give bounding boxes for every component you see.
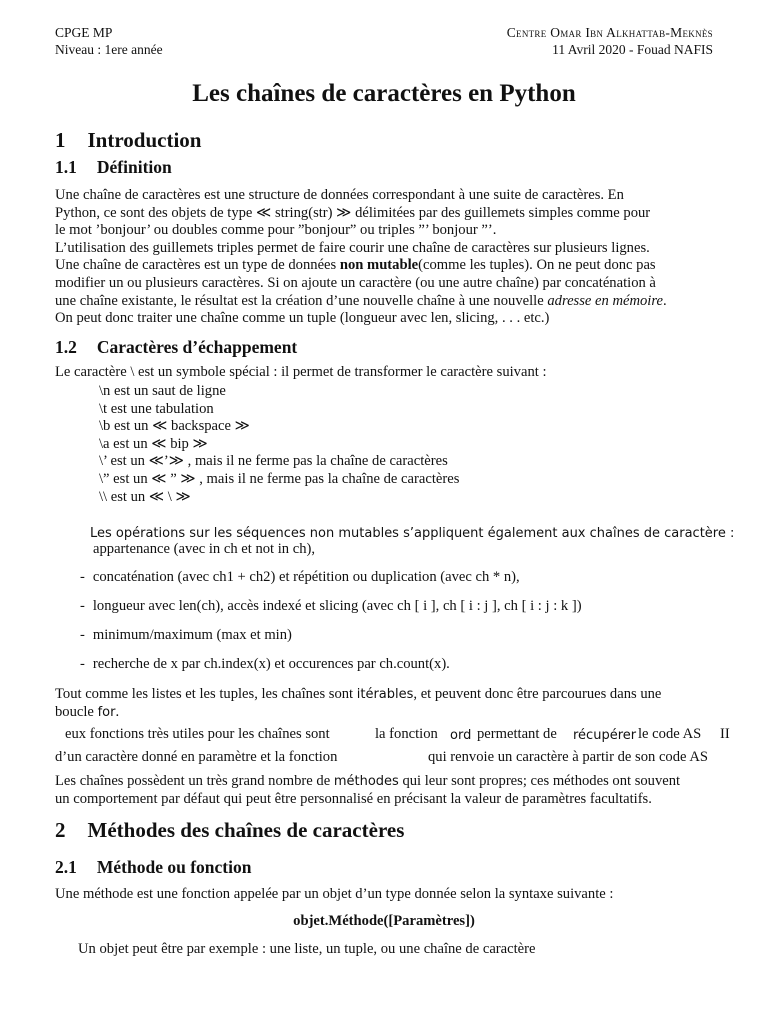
paragraph-line <box>55 293 667 311</box>
paragraph-line <box>55 773 680 791</box>
paragraph-line <box>55 257 667 275</box>
method-intro: Une méthode est une fonction appelée par un objet d’un type donnée selon la syntaxe suivante : <box>55 886 614 902</box>
section-heading <box>55 128 201 153</box>
ord-text-b: la fonction <box>375 726 438 742</box>
header-date-author: 11 Avril 2020 - Fouad NAFIS <box>552 42 713 57</box>
subsection-heading <box>55 857 251 878</box>
text-span: qui leur sont propres; ces méthodes ont souvent <box>398 773 681 789</box>
ord-text-c: permettant de <box>477 726 557 742</box>
paragraph-line: modifier un ou plusieurs caractères. Si on ajoute un caractère (ou une autre chaîne) par concaténation à <box>55 274 656 291</box>
list-item-text: longueur avec len(ch), accès indexé et slicing (avec ch [ i ], ch [ i : j ], ch [ i : j : k ]) <box>92 598 582 614</box>
text-span: (comme les tuples). On ne peut donc pas <box>418 257 656 274</box>
section-title: Introduction <box>87 128 202 152</box>
ord-text-a: eux fonctions très utiles pour les chaînes sont <box>65 726 330 742</box>
method-example: Un objet peut être par exemple : une liste, un tuple, ou une chaîne de caractère <box>78 941 536 957</box>
ord-text-e: le code AS <box>638 726 702 742</box>
paragraph-line: Python, ce sont des objets de type ≪ string(str) ≫ délimitées par des guillemets simples comme pour <box>55 204 651 221</box>
list-item-text: minimum/maximum (max et min) <box>92 627 292 643</box>
escape-list <box>99 383 459 506</box>
emphasis-address: adresse en mémoire <box>547 292 663 309</box>
keyword-iterables: itérables <box>356 687 414 702</box>
text-span: , et peuvent donc être parcourues dans une <box>413 686 662 702</box>
list-item <box>80 656 450 674</box>
ord-line2-a: d’un caractère donné en paramètre et la fonction <box>55 749 338 765</box>
list-item <box>80 569 520 587</box>
paragraph-line <box>55 704 661 722</box>
text-span: . <box>662 292 667 309</box>
escape-item: \\ est un ≪ \ ≫ <box>99 488 191 505</box>
document-title: Les chaînes de caractères en Python <box>192 80 576 107</box>
subsection-title: Caractères d’échappement <box>96 337 298 357</box>
escape-intro: Le caractère \ est un symbole spécial : il permet de transformer le caractère suivant : <box>55 364 547 380</box>
subsection-title: Méthode ou fonction <box>96 857 252 877</box>
bullet-dash: - <box>80 656 85 672</box>
ord-line2-b: qui renvoie un caractère à partir de son code AS <box>428 749 709 765</box>
section-number: 1 <box>55 128 66 152</box>
keyword-ord: ord <box>450 728 472 743</box>
list-item-text: recherche de x par ch.index(x) et occurences par ch.count(x). <box>92 656 450 672</box>
keyword-for: for <box>97 704 116 720</box>
escape-item: \a est un ≪ bip ≫ <box>99 435 208 452</box>
header-course: CPGE MP <box>55 25 113 40</box>
bullet-dash: - <box>80 627 85 643</box>
ord-text-f: II <box>720 726 730 742</box>
paragraph-line: L’utilisation des guillemets triples permet de faire courir une chaîne de caractères sur plusieurs lignes. <box>55 239 650 256</box>
escape-item: \” est un ≪ ” ≫ , mais il ne ferme pas la chaîne de caractères <box>99 470 460 487</box>
text-span: boucle <box>55 703 98 720</box>
list-item <box>80 627 292 645</box>
ord-text-d: récupérer <box>573 728 637 743</box>
section-title: Méthodes des chaînes de caractères <box>87 818 405 842</box>
definition-paragraph <box>55 187 667 328</box>
escape-item: \’ est un ≪’≫ , mais il ne ferme pas la chaîne de caractères <box>99 453 448 470</box>
text-span: Tout comme les listes et les tuples, les chaînes sont <box>55 686 357 702</box>
subsection-title: Définition <box>96 157 172 177</box>
header-school: Centre Omar Ibn Alkhattab-Meknès <box>506 25 713 40</box>
escape-item: \n est un saut de ligne <box>99 383 226 399</box>
operations-first: appartenance (avec in ch et not in ch), <box>93 541 316 557</box>
subsection-heading <box>55 337 297 358</box>
section-heading <box>55 818 404 843</box>
method-syntax: objet.Méthode([Paramètres]) <box>293 913 475 929</box>
section-number: 2 <box>55 818 66 842</box>
escape-item: \t est une tabulation <box>99 400 214 417</box>
subsection-heading <box>55 157 172 178</box>
bullet-dash: - <box>80 598 85 614</box>
paragraph-line: Une chaîne de caractères est une structure de données correspondant à une suite de caractères. En <box>55 187 624 203</box>
subsection-number: 2.1 <box>55 857 77 877</box>
subsection-number: 1.2 <box>55 337 77 357</box>
subsection-number: 1.1 <box>55 157 77 177</box>
text-span: . <box>115 703 120 720</box>
iterables-paragraph <box>55 686 661 721</box>
emphasis-non-mutable: non mutable <box>339 257 419 274</box>
bullet-dash: - <box>80 569 85 585</box>
header-level: Niveau : 1ere année <box>55 42 163 57</box>
list-item-text: concaténation (avec ch1 + ch2) et répétition ou duplication (avec ch * n), <box>92 569 520 585</box>
text-span: Une chaîne de caractères est un type de données <box>55 257 340 274</box>
list-item <box>80 598 582 616</box>
text-span: Les chaînes possèdent un très grand nombre de <box>55 773 334 789</box>
escape-item: \b est un ≪ backspace ≫ <box>99 418 250 435</box>
keyword-methodes: méthodes <box>333 774 399 789</box>
paragraph-line: un comportement par défaut qui peut être personnalisé en précisant la valeur de paramètres facultatifs. <box>55 790 652 807</box>
text-span: une chaîne existante, le résultat est la création d’une nouvelle chaîne à une nouvelle <box>55 292 548 309</box>
paragraph-line: On peut donc traiter une chaîne comme un tuple (longueur avec len, slicing, . . . etc.) <box>55 310 550 327</box>
methods-paragraph <box>55 773 680 808</box>
operations-intro: Les opérations sur les séquences non mutables s’appliquent également aux chaînes de caractère : <box>90 526 735 541</box>
paragraph-line <box>55 686 661 704</box>
paragraph-line: le mot ’bonjour’ ou doubles comme pour ”bonjour” ou triples ”’ bonjour ”’. <box>55 222 497 239</box>
